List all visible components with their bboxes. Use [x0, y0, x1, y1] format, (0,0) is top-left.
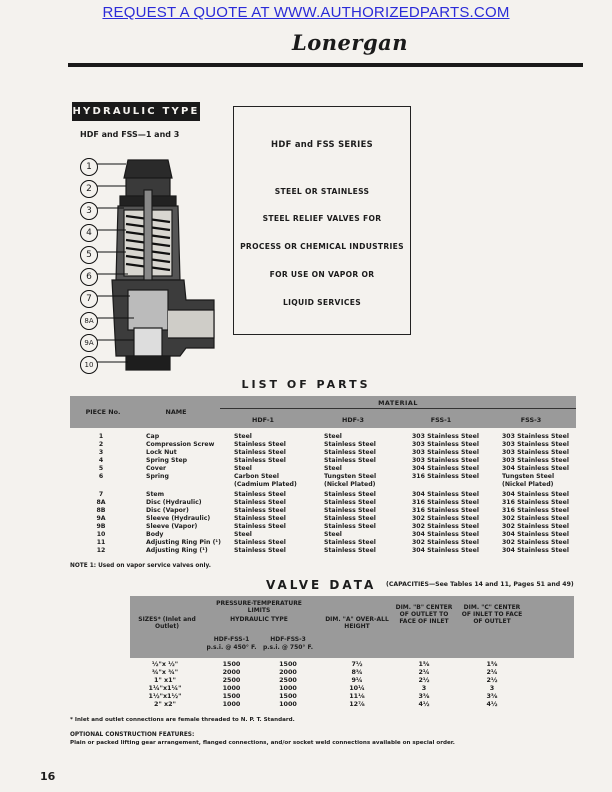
series-title: HDF and FSS SERIES — [271, 139, 373, 149]
callout-1: 1 — [80, 158, 98, 176]
table-row: 11 Adjusting Ring Pin (¹) Stainless Steel Stainless Steel 302 Stainless Steel 302 Stainless Steel — [96, 539, 569, 546]
model-subhead: HDF and FSS—1 and 3 — [80, 130, 180, 139]
table-row: 1 Cap Steel Steel 303 Stainless Steel 303 Stainless Steel — [98, 433, 569, 440]
header-rule — [68, 63, 583, 67]
table-row: 10 Body Steel Steel 304 Stainless Steel 304 Stainless Steel — [96, 531, 569, 538]
callout-4: 4 — [80, 224, 98, 242]
header-hydraulic: HYDRAULIC TYPE — [230, 616, 288, 623]
header-material: MATERIAL — [378, 399, 418, 407]
quote-link[interactable]: REQUEST A QUOTE AT WWW.AUTHORIZEDPARTS.COM — [102, 4, 510, 21]
header-hdf1: HDF-FSS-1 — [213, 636, 250, 643]
table-row: 1½"x1½" 1500 1500 11⅛ 3⅜ 3⅜ — [148, 692, 498, 700]
header-dim-b: DIM. "B" CENTER OF OUTLET TO FACE OF INLET — [395, 604, 453, 625]
series-line: STEEL RELIEF VALVES FOR — [262, 214, 382, 223]
table-row: 1¼"x1¼" 1000 1000 10¼ 3 3 — [148, 684, 495, 692]
series-box — [233, 106, 411, 335]
header-ptl: PRESSURE-TEMPERATURE LIMITS — [216, 600, 302, 614]
table-row: (Cadmium Plated) (Nickel Plated) (Nickel Plated) — [234, 481, 554, 488]
table-row: 2 Compression Screw Stainless Steel Stainless Steel 303 Stainless Steel 303 Stainless Steel — [98, 441, 569, 448]
table-row: 4 Spring Step Stainless Steel Stainless Steel 303 Stainless Steel 303 Stainless Steel — [98, 457, 569, 464]
capacities-note: (CAPACITIES—See Tables 14 and 11, Pages 51 and 49) — [386, 581, 574, 588]
header-piece: PIECE No. — [85, 408, 121, 416]
table-row: 6 Spring Carbon Steel Tungsten Steel 316 Stainless Steel Tungsten Steel — [98, 473, 555, 480]
series-line: LIQUID SERVICES — [283, 298, 361, 307]
series-line: PROCESS OR CHEMICAL INDUSTRIES — [240, 242, 404, 251]
callout-3: 3 — [80, 202, 98, 220]
series-line: STEEL OR STAINLESS — [274, 187, 370, 196]
brand-logo: Lonergan — [292, 30, 409, 55]
list-of-parts-title: LIST OF PARTS — [241, 378, 371, 391]
header-fss1: FSS-1 — [430, 416, 452, 424]
callout-9a: 9A — [80, 334, 98, 352]
header-sizes: SIZES* (Inlet and Outlet) — [138, 616, 196, 630]
table-row: 9B Sleeve (Vapor) Stainless Steel Stainless Steel 302 Stainless Steel 302 Stainless Steel — [96, 523, 569, 530]
table-row: 5 Cover Steel Steel 304 Stainless Steel 304 Stainless Steel — [98, 465, 569, 472]
valve-table-header — [130, 596, 574, 658]
callout-5: 5 — [80, 246, 98, 264]
parts-note: NOTE 1: Used on vapor service valves only. — [70, 563, 211, 569]
series-line: FOR USE ON VAPOR OR — [269, 270, 375, 279]
header-hdf3: HDF-3 — [342, 416, 364, 424]
callout-6: 6 — [80, 268, 98, 286]
callout-10: 10 — [80, 356, 98, 374]
header-name: NAME — [165, 408, 187, 416]
optional-text: Plain or packed lifting gear arrangement, flanged connections, and/or socket weld connections available on special order. — [70, 740, 455, 746]
table-row: 8B Disc (Vapor) Stainless Steel Stainless Steel 316 Stainless Steel 316 Stainless Steel — [96, 507, 569, 514]
table-row: 3 Lock Nut Stainless Steel Stainless Steel 303 Stainless Steel 303 Stainless Steel — [98, 449, 569, 456]
header-hdf3: HDF-FSS-3 — [270, 636, 306, 643]
callout-8a: 8A — [80, 312, 98, 330]
header-dim-a: DIM. "A" OVER-ALL HEIGHT — [325, 616, 389, 630]
section-label: HYDRAULIC TYPE — [72, 102, 200, 121]
table-row: 1" x1" 2500 2500 9¼ 2½ 2½ — [154, 676, 498, 684]
callout-7: 7 — [80, 290, 98, 308]
table-row: 12 Adjusting Ring (¹) Stainless Steel Stainless Steel 304 Stainless Steel 304 Stainless Steel — [96, 547, 569, 554]
table-row: 8A Disc (Hydraulic) Stainless Steel Stainless Steel 316 Stainless Steel 316 Stainless Steel — [96, 499, 569, 506]
table-row: ¾"x ¾" 2000 2000 8¾ 2¼ 2¼ — [151, 668, 498, 676]
table-row: 9A Sleeve (Hydraulic) Stainless Steel Stainless Steel 302 Stainless Steel 302 Stainless Steel — [96, 515, 569, 522]
table-row: 7 Stem Stainless Steel Stainless Steel 304 Stainless Steel 304 Stainless Steel — [98, 491, 569, 498]
table-row: ½"x ½" 1500 1500 7½ 1⅝ 1⅝ — [151, 660, 498, 668]
header-hdf1: HDF-1 — [252, 416, 274, 424]
page-number: 16 — [40, 770, 56, 783]
callout-2: 2 — [80, 180, 98, 198]
header-hdf1-sub: p.s.i. @ 450° F. — [206, 644, 257, 651]
valve-data-title: VALVE DATA — [266, 578, 377, 592]
header-dim-c: DIM. "C" CENTER OF INLET TO FACE OF OUTLET — [461, 604, 523, 625]
inlet-footnote: * Inlet and outlet connections are female threaded to N. P. T. Standard. — [70, 717, 295, 723]
parts-table-header — [70, 396, 576, 428]
header-fss3: FSS-3 — [520, 416, 542, 424]
optional-title: OPTIONAL CONSTRUCTION FEATURES: — [70, 732, 195, 738]
table-row: 2" x2" 1000 1000 12⅞ 4½ 4½ — [154, 700, 498, 708]
header-hdf3-sub: p.s.i. @ 750° F. — [262, 644, 314, 651]
